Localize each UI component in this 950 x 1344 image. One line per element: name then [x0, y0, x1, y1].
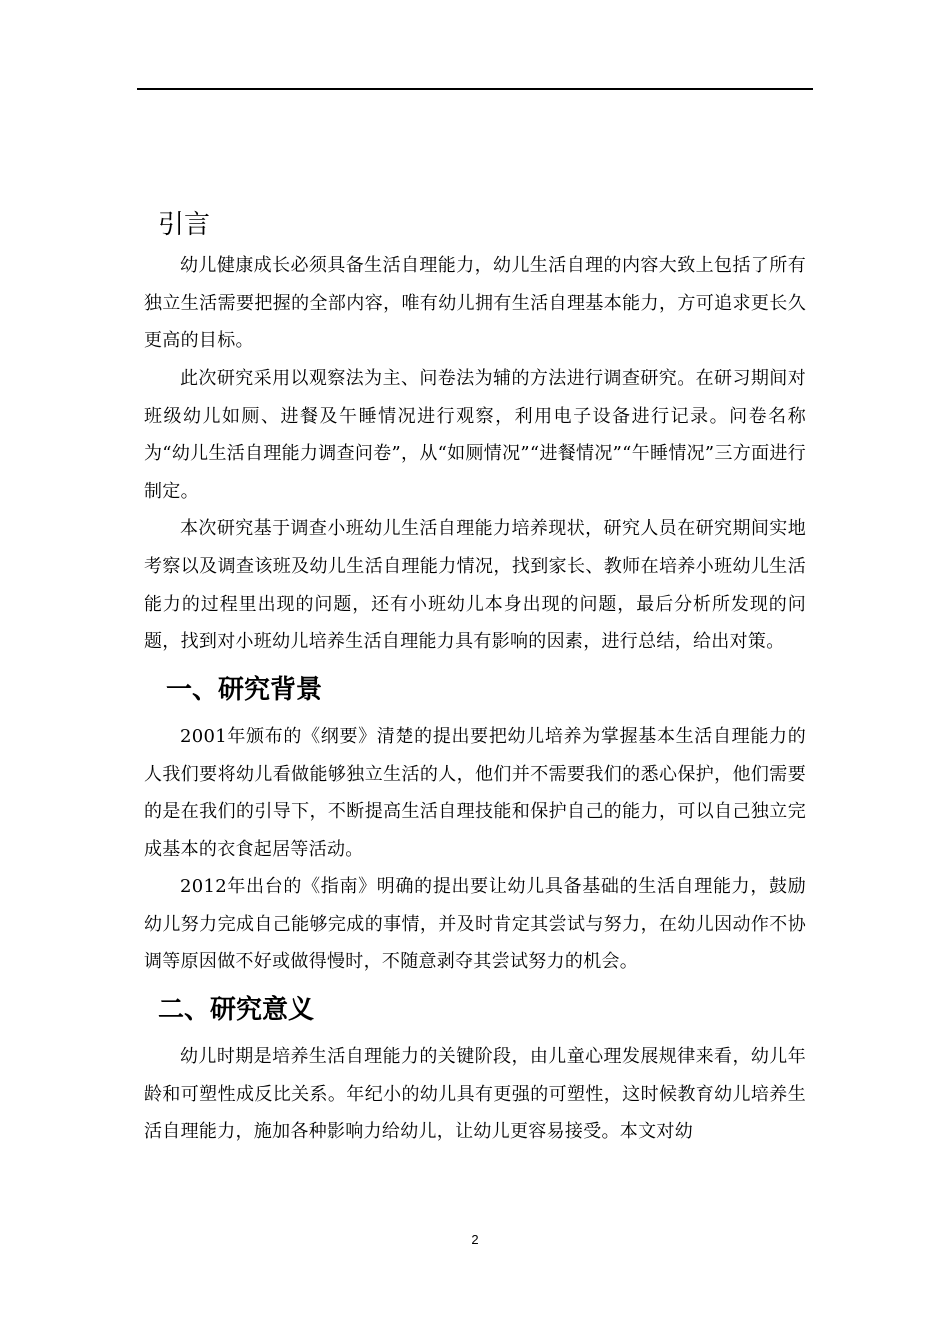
page-number: 2: [471, 1232, 479, 1247]
section-1-paragraph-2: 2012年出台的《指南》明确的提出要让幼儿具备基础的生活自理能力，鼓励幼儿努力完成自己能够完成的事情，并及时肯定其尝试与努力，在幼儿因动作不协调等原因做不好或做得慢时，不随意剥夺其尝试努力的机会。: [144, 876, 806, 973]
section-2-paragraph-1: 幼儿时期是培养生活自理能力的关键阶段，由儿童心理发展规律来看，幼儿年龄和可塑性成反比关系。年纪小的幼儿具有更强的可塑性，这时候教育幼儿培养生活自理能力，施加各种影响力给幼儿，让幼儿更容易接受。本文对幼: [144, 1046, 806, 1143]
section-2-heading: 二、研究意义: [158, 995, 315, 1026]
intro-paragraph-1: 幼儿健康成长必须具备生活自理能力，幼儿生活自理的内容大致上包括了所有独立生活需要把握的全部内容，唯有幼儿拥有生活自理基本能力，方可追求更长久更高的目标。: [144, 255, 806, 352]
section-1-heading: 一、研究背景: [166, 674, 323, 705]
intro-paragraph-3: 本次研究基于调查小班幼儿生活自理能力培养现状，研究人员在研究期间实地考察以及调查该班及幼儿生活自理能力情况，找到家长、教师在培养小班幼儿生活能力的过程里出现的问题，还有小班幼儿本身出现的问题，最后分析所发现的问题，找到对小班幼儿培养生活自理能力具有影响的因素，进行总结，给出对策。: [144, 518, 806, 653]
intro-paragraph-2: 此次研究采用以观察法为主、问卷法为辅的方法进行调查研究。在研习期间对班级幼儿如厕、进餐及午睡情况进行观察，利用电子设备进行记录。问卷名称为“幼儿生活自理能力调查问卷”，从“如厕情况”“进餐情况”“午睡情况”三方面进行制定。: [144, 367, 806, 502]
header-rule: [137, 88, 813, 90]
document-body: [144, 200, 806, 1151]
intro-heading: 引言: [158, 210, 211, 240]
section-1-paragraph-1: 2001年颁布的《纲要》清楚的提出要把幼儿培养为掌握基本生活自理能力的人我们要将幼儿看做能够独立生活的人，他们并不需要我们的悉心保护，他们需要的是在我们的引导下，不断提高生活自理技能和保护自己的能力，可以自己独立完成基本的衣食起居等活动。: [144, 725, 806, 860]
